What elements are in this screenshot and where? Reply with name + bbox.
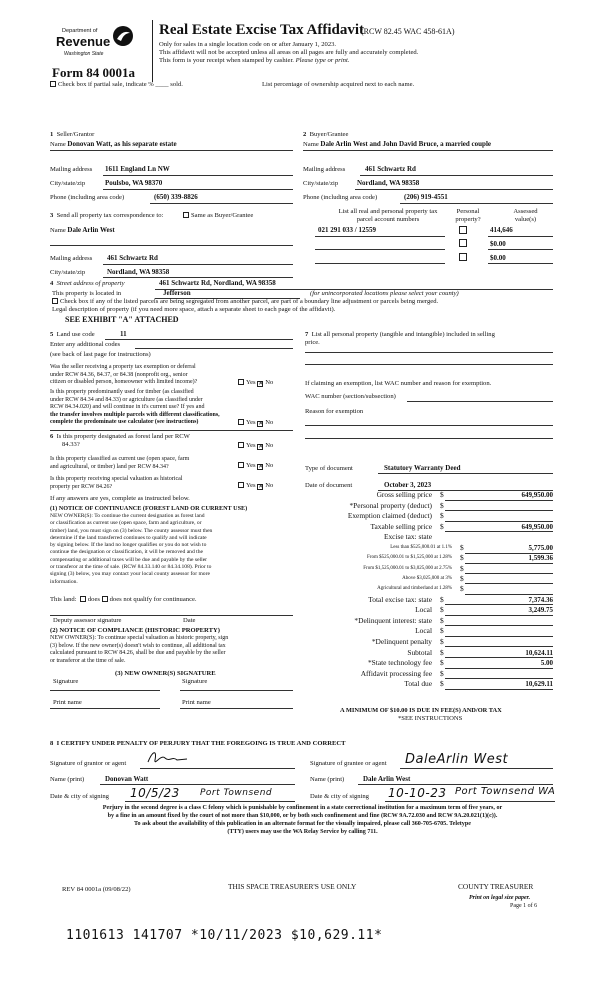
tax-dollar-17: $: [440, 668, 444, 678]
personal-property-checkbox-2[interactable]: [459, 239, 467, 247]
grantor-city-field[interactable]: Port Townsend: [200, 788, 273, 798]
buyer-name-row[interactable]: Name Dale Arlin West and John David Bruce, a married couple: [303, 140, 492, 148]
note-line2: This affidavit will not be accepted unless all areas on all pages are fully and accurately completed.: [159, 49, 419, 56]
assessed-col-header: Assessed value(s): [513, 208, 538, 223]
revenue-logo: [52, 23, 137, 69]
land-use-label: 5 Land use code: [50, 331, 95, 338]
county-field[interactable]: Jefferson: [163, 289, 191, 297]
located-in-label: This property is located in: [52, 290, 122, 297]
section3-mail-field[interactable]: 461 Schwartz Rd: [107, 254, 158, 262]
section3-heading: 3 Send all property tax correspondence to:: [50, 212, 164, 219]
revision-number: REV 84 0001a (09/08/22): [62, 886, 131, 893]
tax-label-7: From $1,525,000.01 to $3,025,000 at 2.75%: [363, 565, 452, 571]
treasurer-use-only: THIS SPACE TREASURER'S USE ONLY: [228, 882, 357, 891]
tax-value-10[interactable]: 7,374.36: [528, 595, 553, 604]
tax-dollar-13: $: [440, 626, 444, 636]
tax-dollar-10: $: [440, 594, 444, 604]
parcel-col-header: List all real and personal property tax parcel account numbers: [338, 208, 438, 223]
form-citation: (RCW 82.45 WAC 458-61A): [361, 27, 455, 36]
section3-mail-label: Mailing address: [50, 255, 93, 262]
county-treasurer: COUNTY TREASURER: [458, 882, 534, 891]
tax-value-3[interactable]: 649,950.00: [521, 522, 553, 531]
new-owner-signature-2[interactable]: Signature: [182, 678, 208, 685]
buyer-mail-field[interactable]: 461 Schwartz Rd: [365, 165, 416, 173]
parcel-number-1[interactable]: 021 291 033 / 12559: [318, 226, 376, 234]
seller-mail-field[interactable]: 1611 England Ln NW: [105, 165, 170, 173]
tax-label-3: Taxable selling price: [370, 521, 432, 531]
q-forest-text: 6 Is this property designated as forest land per RCW 84.33?: [50, 433, 190, 448]
tax-label-2: Exemption claimed (deduct): [347, 511, 432, 521]
buyer-phone-label: Phone (including area code): [303, 194, 378, 201]
tax-value-15[interactable]: 10,624.11: [525, 648, 553, 657]
assessed-value-2[interactable]: $0.00: [490, 240, 506, 248]
form-number: Form 84 0001a: [52, 65, 136, 80]
recording-stamp: 1101613 141707 *10/11/2023 $10,629.11*: [66, 928, 383, 943]
q-current-use-yes-no[interactable]: Yes ✕ No: [238, 462, 273, 470]
assessed-value-3[interactable]: $0.00: [490, 254, 506, 262]
notice-continuance-title: (1) NOTICE OF CONTINUANCE (FOREST LAND OR CURRENT USE): [50, 505, 248, 512]
tax-label-14: *Delinquent penalty: [371, 636, 432, 646]
tax-dollar-9: $: [460, 584, 464, 594]
tax-dollar-14: $: [440, 636, 444, 646]
q-exemption-yes-no[interactable]: Yes ✕ No: [238, 379, 273, 387]
grantee-date-label: Date & city of signing: [310, 793, 369, 800]
tax-label-0: Gross selling price: [376, 490, 432, 499]
buyer-city-field[interactable]: Nordland, WA 98358: [357, 179, 420, 187]
notice-compliance-title: (2) NOTICE OF COMPLIANCE (HISTORIC PROPERTY): [50, 627, 220, 634]
grantee-signature[interactable]: DaleArlin West: [405, 752, 509, 767]
tax-label-16: *State technology fee: [367, 658, 432, 668]
list-percentage-note: List percentage of ownership acquired next to each name.: [262, 81, 415, 88]
tax-label-17: Affidavit processing fee: [360, 668, 432, 678]
q-timber-yes-no[interactable]: Yes ✕ No: [238, 419, 273, 427]
this-land-row[interactable]: This land: does does not qualify for continuance.: [50, 596, 197, 603]
tax-value-0[interactable]: 649,950.00: [521, 491, 553, 499]
grantor-signature-label: Signature of grantor or agent: [50, 760, 127, 767]
see-back-note: (see back of last page for instructions): [50, 351, 151, 358]
grantor-date-field[interactable]: 10/5/23: [130, 786, 180, 800]
note-line1: Only for sales in a single location code on or after January 1, 2023.: [159, 41, 337, 48]
tax-label-13: Local: [415, 626, 432, 636]
logo-line2: Revenue: [56, 34, 111, 49]
page-number: Page 1 of 6: [510, 903, 538, 909]
tax-dollar-16: $: [440, 658, 444, 668]
section3-city-field[interactable]: Nordland, WA 98358: [107, 268, 170, 276]
tax-value-6[interactable]: 1,599.36: [528, 554, 553, 563]
tax-value-16[interactable]: 5.00: [540, 659, 553, 668]
section3-name-row[interactable]: Name Dale Arlin West: [50, 226, 115, 234]
seller-phone-label: Phone (including area code): [50, 194, 125, 201]
revenue-swoosh-icon: [112, 25, 134, 47]
q-timber-text: Is this property predominantly used for timber (as classified under RCW 84.34 and 84.33) or agriculture (as classified under RCW 84.34.020) and will continue in it's current use? If yes and the transfer involves multiple parcels with different classifications, complete the predominate use calculator (see instructions): [50, 389, 220, 426]
grantor-name-label: Name (print): [50, 776, 85, 783]
section7-label: 7 List all personal property (tangible and intangible) included in selling price.: [305, 331, 495, 346]
see-instructions-note: *SEE INSTRUCTIONS: [398, 715, 463, 722]
land-use-code-field[interactable]: 11: [120, 330, 127, 338]
tax-value-18[interactable]: 10,629.11: [525, 680, 553, 689]
document-type-label: Type of document: [305, 465, 353, 472]
seller-phone-field[interactable]: (650) 339-8826: [154, 193, 198, 201]
reason-exemption-label: Reason for exemption: [305, 408, 364, 415]
personal-property-checkbox-3[interactable]: [459, 253, 467, 261]
assessor-date-label: Date: [183, 617, 196, 624]
tax-label-9: Agricultural and timberland at 1.28%: [377, 586, 452, 592]
personal-property-checkbox-1[interactable]: [459, 226, 467, 234]
new-owner-signature-1[interactable]: Signature: [53, 678, 79, 685]
tax-dollar-18: $: [440, 679, 444, 689]
tax-label-4: Excise tax: state: [383, 532, 432, 542]
notice-continuance-text: NEW OWNER(S): To continue the current designation as forest land or classification as current use (open space, farm and agriculture, or timber) land, you must sign on (3) below. The county assessor must then determine if the land transferred continues to qualify and will indicate by signing below. If the land no longer qualifies or you do not wish to continue the designation or classification, it will be removed and the compensating or additional taxes will be due and payable by the seller or transferor at the time of sale. (RCW 84.33.140 or 84.34.108). Prior to signing (3) below, you may contact your local county assessor for more information.: [50, 513, 213, 585]
assessed-value-1[interactable]: 414,646: [490, 226, 513, 234]
personal-col-header: Personal property?: [455, 208, 481, 223]
tax-dollar-7: $: [460, 563, 464, 573]
new-owner-print-2[interactable]: Print name: [182, 699, 211, 706]
document-type-field[interactable]: Statutory Warranty Deed: [384, 464, 461, 472]
buyer-mail-label: Mailing address: [303, 166, 346, 173]
grantee-name-label: Name (print): [310, 776, 345, 783]
buyer-heading: 2 Buyer/Grantee: [303, 131, 349, 138]
tax-label-6: From $525,000.01 to $1,525,000 at 1.28%: [367, 555, 452, 561]
exhibit-attached: SEE EXHIBIT "A" ATTACHED: [65, 315, 179, 324]
unincorporated-note: (for unincorporated locations please select your county): [310, 290, 459, 297]
section3-city-label: City/state/zip: [50, 269, 86, 276]
same-as-buyer-checkbox[interactable]: Same as Buyer/Grantee: [183, 212, 253, 220]
tax-label-8: Above $3,025,000 at 3%: [402, 575, 452, 581]
q-forest-yes-no[interactable]: Yes ✕ No: [238, 442, 273, 450]
perjury-notice: Perjury in the second degree is a class C felony which is punishable by confinement in a state correctional institution for a maximum term of five years, or by a fine in an amount fixed by the court of not more than $10,000, or by both such confinement and fine (RCW 9A.72.030 and RCW 9A.20.021(1)(c)). To ask about the availability of this publication in an alternate format for the visually impaired, please call 360-705-6705. Teletype (TTY) users may use the WA Relay Service by calling 711.: [102, 805, 503, 835]
wac-number-label: WAC number (section/subsection): [305, 393, 396, 400]
additional-codes-label: Enter any additional codes: [50, 341, 121, 348]
new-owner-signature-title: (3) NEW OWNER(S) SIGNATURE: [115, 670, 216, 677]
tax-value-5[interactable]: 5,775.00: [528, 544, 553, 552]
seller-city-field[interactable]: Poulsbo, WA 98370: [105, 179, 163, 187]
form-title: Real Estate Excise Tax Affidavit: [159, 22, 364, 38]
document-date-label: Date of document: [305, 482, 353, 489]
partial-sale-checkbox[interactable]: Check box if partial sale, indicate % ____ sold.: [50, 81, 183, 89]
grantee-date-field[interactable]: 10-10-23: [388, 786, 447, 800]
tax-label-11: Local: [415, 605, 432, 615]
tax-label-1: *Personal property (deduct): [349, 500, 432, 510]
q-current-use-text: Is this property classified as current use (open space, farm and agricultural, or timber) land per RCW 84.34?: [50, 456, 190, 470]
grantor-signature[interactable]: [145, 748, 190, 768]
property-address-field[interactable]: 461 Schwartz Rd, Nordland, WA 98358: [159, 279, 276, 287]
certify-statement: 8 I CERTIFY UNDER PENALTY OF PERJURY THAT THE FOREGOING IS TRUE AND CORRECT: [50, 740, 346, 747]
assessor-signature-label: Deputy assessor signature: [53, 617, 122, 624]
tax-dollar-12: $: [440, 615, 444, 625]
tax-dollar-8: $: [460, 573, 464, 583]
q-historic-yes-no[interactable]: Yes ✕ No: [238, 482, 273, 490]
section4-street-row[interactable]: 4 Street address of property: [50, 280, 125, 287]
notice-compliance-text: NEW OWNER(S): To continue special valuation as historic property, sign (3) below. If the new owner(s) doesn't wish to continue, all additional tax calculated pursuant to RCW 84.26, shall be due and payable by the seller or transferor at the time of sale.: [50, 635, 229, 664]
exemption-claim-label: If claiming an exemption, list WAC number and reason for exemption.: [305, 380, 492, 387]
q-historic-text: Is this property receiving special valuation as historical property per RCW 84.26?: [50, 476, 183, 490]
seller-city-label: City/state/zip: [50, 180, 86, 187]
seller-mail-label: Mailing address: [50, 166, 93, 173]
tax-dollar-0: $: [440, 490, 444, 499]
grantor-name-field[interactable]: Donovan Watt: [105, 775, 149, 783]
grantee-name-field[interactable]: Dale Arlin West: [363, 775, 411, 783]
new-owner-print-1[interactable]: Print name: [53, 699, 82, 706]
tax-label-15: Subtotal: [407, 647, 432, 657]
tax-label-12: *Delinquent interest: state: [354, 615, 432, 625]
tax-label-10: Total excise tax: state: [368, 594, 432, 604]
tax-dollar-11: $: [440, 605, 444, 615]
document-date-field[interactable]: October 3, 2023: [384, 481, 432, 489]
tax-value-11[interactable]: 3,249.75: [528, 606, 553, 615]
tax-dollar-6: $: [460, 553, 464, 563]
grantee-city-field[interactable]: Port Townsend WA: [455, 786, 556, 797]
grantor-date-label: Date & city of signing: [50, 793, 109, 800]
tax-label-18: Total due: [404, 679, 432, 689]
tax-dollar-15: $: [440, 647, 444, 657]
tax-dollar-5: $: [460, 543, 464, 552]
legal-description-label: Legal description of property (if you need more space, attach a separate sheet to each page of the affidavit).: [52, 306, 336, 313]
logo-line3: Washington State: [64, 51, 104, 57]
legal-paper-note: Print on legal size paper.: [469, 895, 531, 901]
if-yes-note: If any answers are yes, complete as instructed below.: [50, 495, 190, 502]
logo-line1: Department of: [62, 28, 98, 34]
seller-name-row[interactable]: Name Donovan Watt, as his separate estate: [50, 140, 177, 148]
tax-label-5: Less than $525,000.01 at 1.1%: [390, 545, 452, 550]
buyer-city-label: City/state/zip: [303, 180, 339, 187]
tax-dollar-1: $: [440, 500, 444, 510]
segregated-checkbox[interactable]: Check box if any of the listed parcels are being segregated from another parcel, are part of a boundary line adjustment or parcels being merged.: [52, 298, 438, 306]
q-exemption-text: Was the seller receiving a property tax exemption or deferral under RCW 84.36, 84.37, or 84.38 (nonprofit org., senior citizen or disabled person, homeowner with limited income)?: [50, 364, 198, 386]
tax-dollar-3: $: [440, 521, 444, 531]
buyer-phone-field[interactable]: (206) 919-4551: [404, 193, 448, 201]
tax-dollar-2: $: [440, 511, 444, 521]
grantee-signature-label: Signature of grantee or agent: [310, 760, 387, 767]
note-line3: This form is your receipt when stamped by cashier. Please type or print.: [159, 57, 350, 64]
seller-heading: 1 Seller/Grantor: [50, 131, 95, 138]
minimum-fee-note: A MINIMUM OF $10.00 IS DUE IN FEE(S) AND/OR TAX: [340, 707, 502, 714]
